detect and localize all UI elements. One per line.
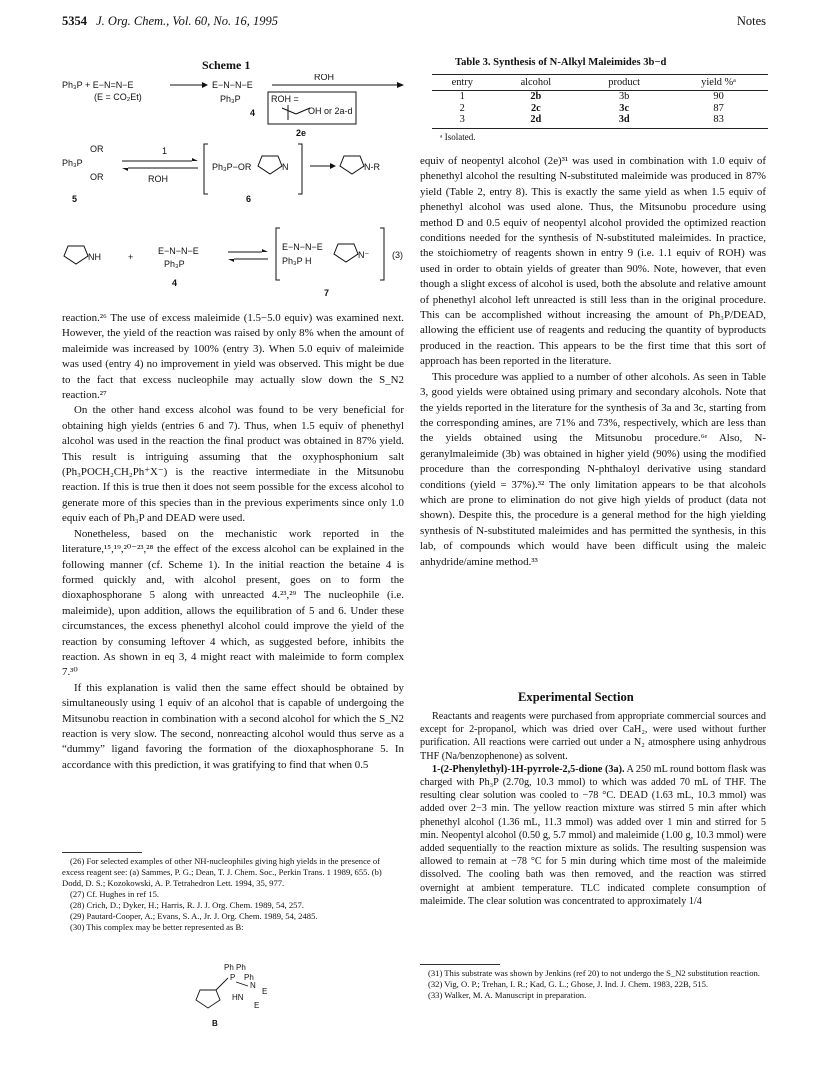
section-label: Notes: [736, 14, 766, 28]
structure-b-hn: HN: [232, 993, 244, 1002]
scheme-label-7: 7: [324, 288, 330, 298]
footnotes-left: [62, 856, 404, 933]
table-cell: 2b: [530, 91, 542, 102]
table-cell: 3: [432, 114, 493, 128]
footnote-rule-left: [62, 852, 142, 853]
scheme-betaine-3: E−N−N−E: [158, 246, 199, 256]
table-row: [432, 114, 768, 128]
scheme-eq-number: (3): [392, 250, 403, 260]
paragraph: [420, 763, 766, 908]
experimental-text: [420, 710, 766, 908]
structure-b-label: B: [212, 1019, 218, 1028]
structure-b-e2: E: [254, 1001, 260, 1010]
table-cell: 87: [713, 102, 724, 114]
scheme-betaine-p: Ph₃P: [220, 94, 241, 104]
table-cell: 3c: [619, 102, 630, 114]
right-column: [420, 154, 766, 570]
compound-heading: 1-(2-Phenylethyl)-1H-pyrrole-2,5-dione (3a).: [432, 763, 625, 775]
footnote: (33) Walker, M. A. Manuscript in preparation.: [428, 990, 587, 1000]
scheme-label-2e: 2e: [296, 128, 307, 138]
structure-b-p: P: [230, 973, 236, 982]
scheme-title: Scheme 1: [202, 58, 251, 72]
scheme-label-4b: 4: [172, 278, 178, 288]
scheme-label-4: 4: [250, 108, 256, 118]
scheme-betaine-3-p: Ph₃P: [164, 259, 185, 269]
scheme-eq-top: 1: [162, 146, 168, 156]
paragraph: reaction.²⁶ The use of excess maleimide (1.5−5.0 equiv) was examined next. However, the yield of the reaction was raised by only 8% when the amount of maleimide was increased by 100% (entry 3). When 5.0 equiv of maleimide was used (entry 4) no improvement in yield was observed. This might be due to the fact that excess nucleophile may actually slow down the S_N2 reaction.²⁷: [62, 312, 404, 402]
table-3: [432, 74, 768, 129]
scheme-product: N-R: [364, 162, 380, 172]
scheme-alternative: OH or 2a-d: [308, 106, 353, 116]
footnote-rule-right: [420, 964, 500, 965]
structure-b-n1: N: [250, 981, 256, 990]
scheme-label-6: 6: [246, 194, 252, 204]
structure-b-figure: [190, 962, 290, 1032]
paragraph: On the other hand excess alcohol was found to be very beneficial for obtaining high yields (entries 6 and 7). Thus, when 1.5 equiv of phenethyl alcohol was used in the reaction the final product was obtained in 87% yield. This result is intriguing assuming that the oxyphosphonium salt (Ph₃POCH₂CH₂Ph⁺X⁻) is the reactive intermediate in the Mitsunobu reaction. If this is true then it does not seem possible for the excess alcohol to generate more of this species than in the previous experiments since only 1.0 equiv each of Ph₃P and DEAD were used.: [62, 404, 404, 525]
table-cell: 2d: [493, 114, 580, 128]
scheme-roh-box-text: ROH =: [271, 94, 299, 104]
scheme-eq-bottom: ROH: [148, 174, 168, 184]
table-cell: 2c: [530, 102, 541, 114]
table-body: [432, 91, 768, 129]
footnote: (32) Vig, O. P.; Trehan, I. R.; Kad, G. L.; Ghose, J. Ind. J. Chem. 1983, 22B, 515.: [428, 979, 709, 989]
structure-b-e1: E: [262, 987, 268, 996]
scheme-nh: NH: [88, 252, 101, 262]
paragraph: Reactants and reagents were purchased from appropriate commercial sources and except for 2-propanol, which was dried over CaH₂, were used without further purification. All reactions were carried out under a N₂ atmosphere using anhydrous THF (Na/benzophenone) as solvent.: [420, 711, 766, 762]
table-cell: 1: [459, 91, 465, 102]
table-header-cell: yield %ᵃ: [669, 75, 768, 91]
paragraph: If this explanation is valid then the same effect should be obtained by simultaneously using 1 equiv of an alcohol that is capable of undergoing the Mitsunobu reaction in combination with a second alcohol for which the S_N2 reaction is very slow. The second, nonreacting alcohol would thus serve as a “dummy” ligand favoring the formation of the dioxaphosphorane 5. In accordance with this prediction, it was gratifying to find that when 0.5: [62, 681, 404, 771]
table-cell: 3b: [618, 91, 630, 102]
scheme-betaine: E−N−N−E: [212, 80, 253, 90]
scheme-plus: +: [128, 252, 134, 262]
table-row: [432, 91, 768, 103]
table-header-cell: entry: [432, 75, 493, 91]
journal-citation: J. Org. Chem., Vol. 60, No. 16, 1995: [96, 14, 278, 28]
footnote: (31) This substrate was shown by Jenkins (ref 20) to not undergo the S_N2 substitution reaction.: [428, 968, 760, 978]
footnotes-right: [420, 968, 766, 1001]
scheme-bracket-species: Ph₃P−OR: [212, 162, 252, 172]
footnote: (29) Pautard-Cooper, A.; Evans, S. A., Jr. J. Org. Chem. 1989, 54, 2485.: [70, 911, 318, 921]
scheme-phosphorane-or1: OR: [90, 144, 104, 154]
table-cell: 90: [713, 91, 724, 102]
table-cell: 2: [459, 102, 465, 114]
footnote: (28) Crich, D.; Dyker, H.; Harris, R. J. J. Org. Chem. 1989, 54, 257.: [70, 900, 304, 910]
page-number: 5354: [62, 14, 87, 28]
structure-b-ph2: Ph: [244, 973, 254, 982]
svg-text:N: N: [282, 162, 289, 172]
paragraph: equiv of neopentyl alcohol (2e)³¹ was used in combination with 1.0 equiv of phenethyl alcohol the resulting N-substituted maleimide was produced in 87% yield (Table 2, entry 8). This is exactly the same yield as when 1.5 equiv of phenethyl alcohol was used alone. Thus, the Mitsunobu procedure using method D and 0.5 equiv of neopentyl alcohol provided the optimized reaction conditions needed for the synthesis of N-substituted maleimides. In practice, the stoichiometry of reagents shown in entry 9 (i.e. 1.1 equiv of ROH) was used in order to obtain yields of greater than 90%. Note, however, that even though a slight excess of alcohol is used, both the absolute and relative amount of phenethyl alcohol left unreacted is still less than in the original procedure. This can be accomplished without increasing the amount of Ph₃P/DEAD, allowing the efficient use of reagents and reducing the quantity of byproducts produced in the reaction. This appears to be the first time that this sort of approach has been reported in the literature.: [420, 155, 766, 368]
paragraph: Nonetheless, based on the mechanistic work reported in the literature,¹⁵,¹⁹,²⁰⁻²³,²⁸ the effect of the excess alcohol can be explained in the following manner (cf. Scheme 1). In the initial reaction the betaine 4 is formed quickly and, with alcohol present, goes on to form the dioxaphosphorane 5 along with unreacted 4.²³,²⁹ The nucleophile (i.e. maleimide), upon addition, allows the equilibration of 5 and 6. Under these circumstances, the excess phenethyl alcohol could improve the yield of the reaction by consuming leftover 4 which, as suggested before, inhibits the reaction. As shown in eq 3, 4 might react with maleimide to form complex 7.³⁰: [62, 527, 404, 679]
footnote: (26) For selected examples of other NH-nucleophiles giving high yields in the presence of excess reagent see: (a) Sammes, P. G.; Dean, T. J. Chem. Soc., Perkin Trans. 1 1989, 655. (b) Dodd, D. S.; Kozokowski, A. P. Tetrahedron Lett. 1994, 35, 977.: [62, 856, 382, 888]
scheme-reactants: Ph₃P + E−N=N−E: [62, 80, 134, 90]
table-cell: 3d: [579, 114, 669, 128]
scheme-phosphorane-or2: OR: [90, 172, 104, 182]
table-footnote: ᵃ Isolated.: [440, 132, 476, 142]
footnote: (30) This complex may be better represented as B:: [70, 922, 244, 932]
scheme-arrow-label-roh: ROH: [314, 74, 334, 82]
paragraph: This procedure was applied to a number of other alcohols. As seen in Table 3, good yields were obtained using primary and secondary alcohols. Note that the yields reported in the literature for the synthesis of 3a and 3c, starting from the corresponding amines, are 71% and 73%, respectively, which are less than the yields obtained using the Mitsunobu procedure.⁶ᵉ Also, N-geranylmaleimide (3b) was obtained in higher yield (90%) using the modified procedure than the corresponding N-phthaloyl derivative using standard conditions (yield = 37%).³² The only limitation appears to be that alcohols which are prone to elimination do not give high yields of product (data not shown). Despite this, the procedure is a general method for the high yielding synthesis of N-substituted maleimides and has permitted the synthesis, in this lab, of compounds which would have been difficult using the maleic anhydride/amine method.³³: [420, 370, 766, 568]
structure-b-ph: Ph Ph: [224, 963, 246, 972]
procedure-text: A 250 mL round bottom flask was charged with Ph₃P (2.70g, 10.3 mmol) to which was added 70 mL of THF. The resulting clear solution was cooled to −78 °C. DEAD (1.63 mL, 10.3 mmol) was added over 2−3 min. The yellow reaction mixture was stirred 5 min after which phenethyl alcohol (1.36 mL, 11.3 mmol) was added over 1 min and stirred for 5 min. Neopentyl alcohol (0.50 g, 5.7 mmol) and maleimide (1.00 g, 10.3 mmol) were added sequentially to the reaction mixture as solids. The resulting suspension was allowed to remain at −78 °C for 5 min during which time most of the maleimide dissolved. The cooling bath was then removed, and the reaction was stirred overnight at ambient temperature. TLC indicated complete consumption of maleimide. The clear solution was concentrated to approximately 1/4: [420, 763, 767, 907]
table-row: [432, 103, 768, 115]
section-heading: Experimental Section: [518, 690, 634, 704]
scheme-1-figure: [62, 74, 412, 306]
scheme-e-definition: (E = CO₂Et): [94, 92, 142, 102]
scheme-complex-top: E−N−N−E: [282, 242, 323, 252]
table-cell: 83: [669, 114, 768, 128]
scheme-complex-p: Ph₃P H: [282, 256, 312, 266]
running-header: [62, 14, 766, 32]
table-header-cell: product: [579, 75, 669, 91]
scheme-phosphorane-p: Ph₃P: [62, 158, 83, 168]
table-header-row: [432, 75, 768, 91]
left-column: [62, 311, 404, 773]
scheme-complex-n: N⁻: [358, 250, 370, 260]
footnote: (27) Cf. Hughes in ref 15.: [70, 889, 160, 899]
table-header-cell: alcohol: [493, 75, 580, 91]
scheme-label-5: 5: [72, 194, 78, 204]
table-title: Table 3. Synthesis of N-Alkyl Maleimides 3b−d: [455, 57, 667, 68]
